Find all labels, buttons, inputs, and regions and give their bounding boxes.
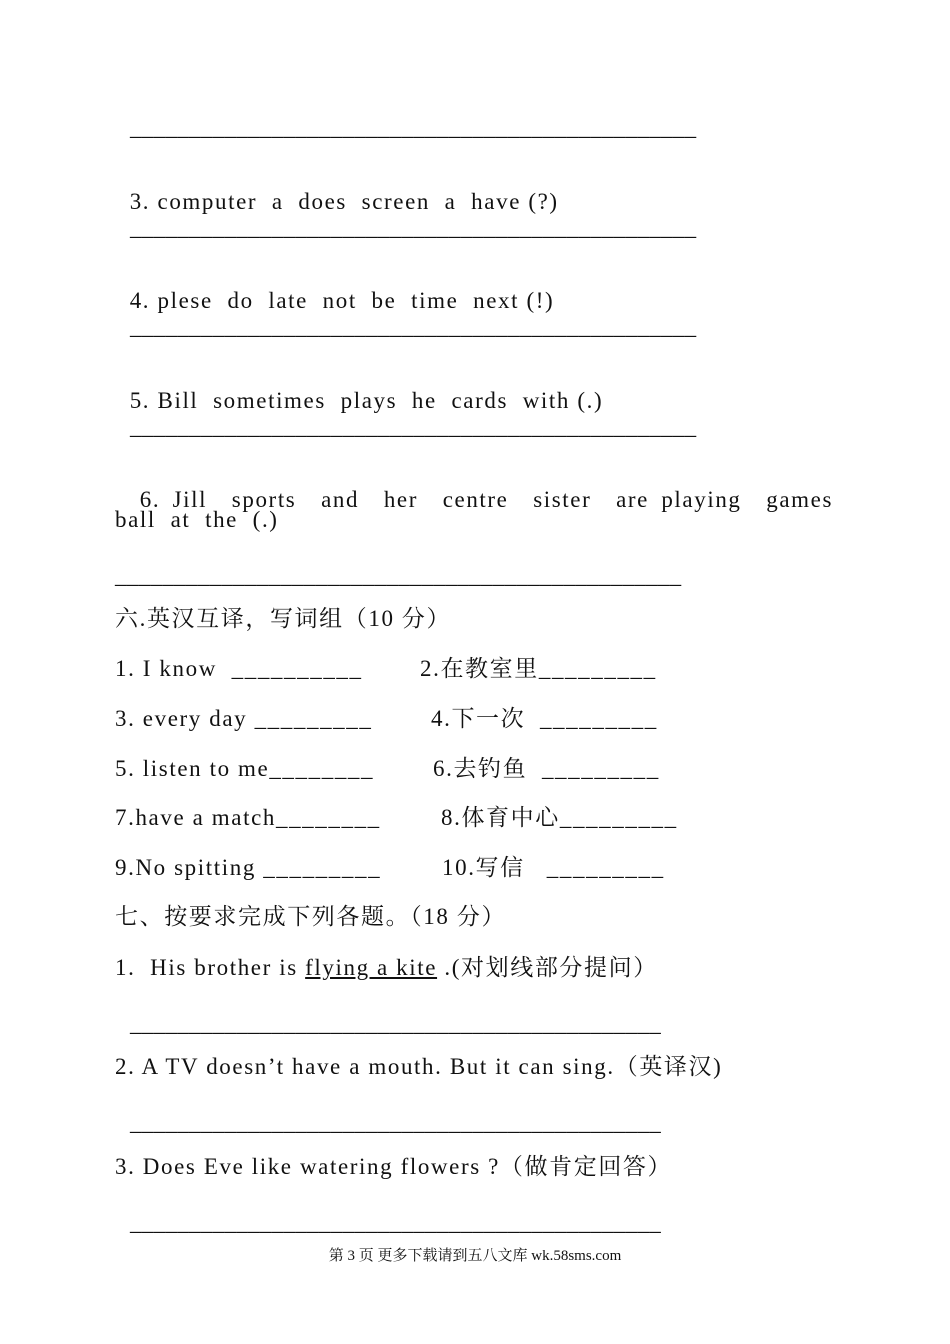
item-text: computer a does screen a have (?) bbox=[157, 189, 559, 214]
underlined-phrase: flying a kite bbox=[305, 955, 438, 980]
translation-row bbox=[115, 654, 657, 684]
english-phrase: 7.have a match________ bbox=[115, 805, 381, 830]
page-footer: 第 3 页 更多下载请到五八文库 wk.58sms.com bbox=[328, 1248, 622, 1264]
chinese-phrase: 2.在教室里_________ bbox=[420, 656, 657, 681]
english-phrase: 1. I know __________ bbox=[115, 656, 363, 681]
chinese-phrase: 10.写信 _________ bbox=[442, 855, 665, 880]
reorder-item-3 bbox=[115, 157, 559, 217]
translation-row bbox=[115, 853, 665, 883]
reorder-item-6-continued: ball at the (.) bbox=[115, 507, 279, 532]
chinese-phrase: 6.去钓鱼 _________ bbox=[433, 756, 660, 781]
answer-line: _____________________________________________ bbox=[130, 1011, 661, 1036]
item-number: 3. bbox=[129, 189, 151, 214]
reorder-item-4 bbox=[115, 256, 554, 316]
section-6-heading: 六.英汉互译，写词组（10 分） bbox=[115, 606, 452, 631]
reorder-item-5 bbox=[115, 356, 603, 416]
answer-line: ________________________________________________ bbox=[130, 115, 697, 140]
question-3: 3. Does Eve like watering flowers ?（做肯定回答） bbox=[115, 1154, 673, 1179]
item-text: plese do late not be time next (!) bbox=[157, 288, 555, 313]
question-text: 1. His brother is bbox=[115, 955, 298, 980]
translation-row bbox=[115, 754, 660, 784]
section-7-heading: 七、按要求完成下列各题。（18 分） bbox=[115, 904, 507, 929]
item-number: 6. bbox=[139, 487, 161, 512]
question-1 bbox=[115, 953, 658, 983]
answer-line: ________________________________________________ bbox=[130, 314, 697, 339]
answer-line: ________________________________________________ bbox=[115, 563, 682, 588]
chinese-phrase: 4.下一次 _________ bbox=[431, 706, 658, 731]
item-number: 5. bbox=[129, 388, 151, 413]
english-phrase: 3. every day _________ bbox=[115, 706, 373, 731]
question-2: 2. A TV doesn’t have a mouth. But it can sing.（英译汉) bbox=[115, 1054, 723, 1079]
translation-row bbox=[115, 704, 658, 734]
answer-line: ________________________________________________ bbox=[130, 414, 697, 439]
translation-row bbox=[115, 803, 678, 833]
english-phrase: 5. listen to me________ bbox=[115, 756, 375, 781]
answer-line: _____________________________________________ bbox=[130, 1210, 661, 1235]
item-text: Bill sometimes plays he cards with (.) bbox=[157, 388, 604, 413]
item-number: 4. bbox=[129, 288, 151, 313]
english-phrase: 9.No spitting _________ bbox=[115, 855, 382, 880]
answer-line: _____________________________________________ bbox=[130, 1110, 661, 1135]
chinese-phrase: 8.体育中心_________ bbox=[441, 805, 678, 830]
answer-line: ________________________________________________ bbox=[130, 215, 697, 240]
item-text: Jill sports and her centre sister are playing games bbox=[172, 487, 834, 512]
question-instruction: .(对划线部分提问） bbox=[444, 955, 658, 980]
